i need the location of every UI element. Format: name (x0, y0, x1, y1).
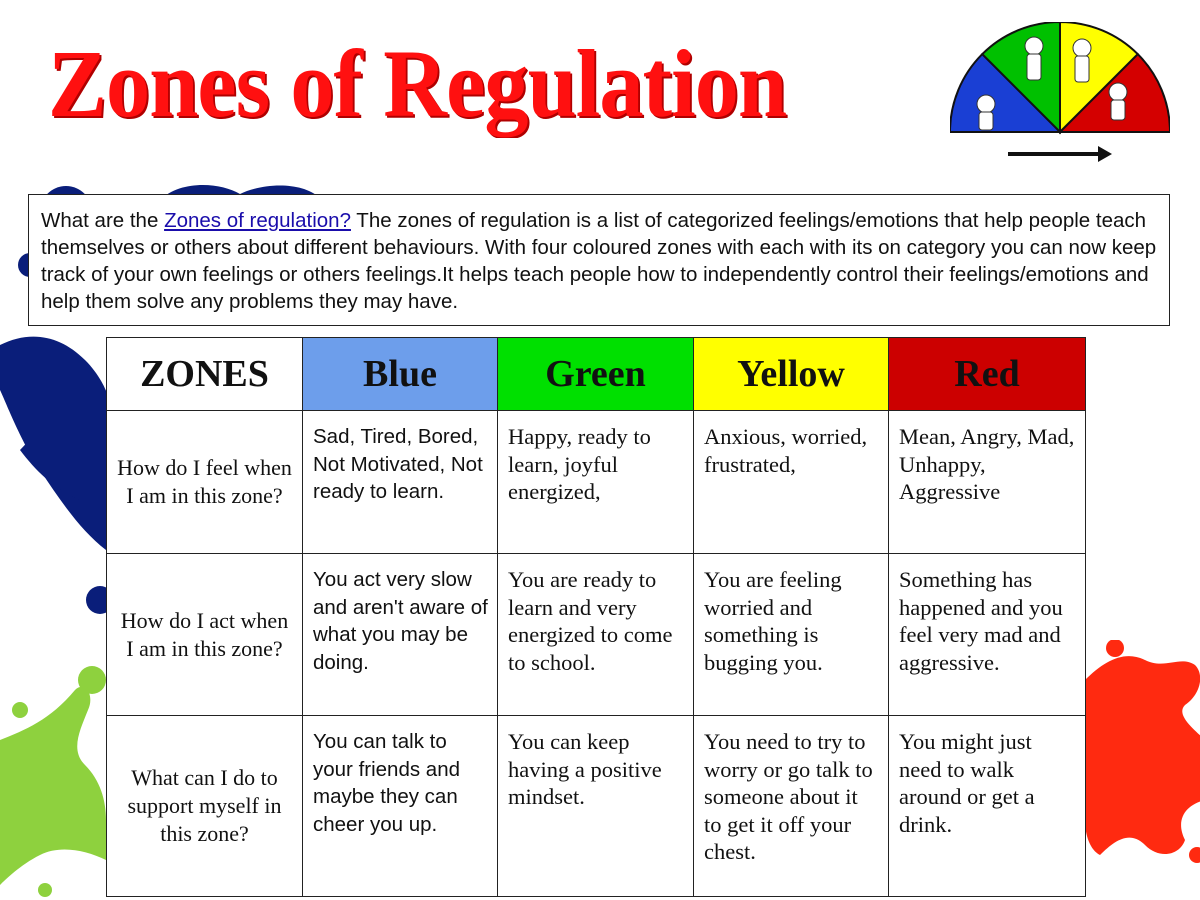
intro-text-box (28, 194, 1170, 326)
intro-text-body: The zones of regulation is a list of categorized feelings/emotions that help people teach themselves or others about different behaviours. With four coloured zones with each with its on category you can now keep track of your own feelings or others feelings.It helps teach people how to independently control their feelings/emotions and help them solve any problems they may have. (41, 209, 1157, 313)
red-cell: Mean, Angry, Mad, Unhappy, Aggressive (889, 411, 1086, 554)
green-paint-splash (0, 650, 110, 900)
table-row (107, 716, 1086, 897)
red-paint-splash (1085, 640, 1200, 870)
blue-cell: You act very slow and aren't aware of what you may be doing. (303, 554, 498, 716)
header-red: Red (889, 338, 1086, 411)
yellow-cell: You are feeling worried and something is bugging you. (694, 554, 889, 716)
zones-table (106, 337, 1086, 897)
table-row (107, 554, 1086, 716)
yellow-cell: Anxious, worried, frustrated, (694, 411, 889, 554)
zones-of-regulation-link[interactable]: Zones of regulation? (164, 209, 351, 232)
red-cell: Something has happened and you feel very mad and aggressive. (889, 554, 1086, 716)
header-zones: ZONES (107, 338, 303, 411)
red-cell: You might just need to walk around or get a drink. (889, 716, 1086, 897)
header-blue: Blue (303, 338, 498, 411)
header-green: Green (498, 338, 694, 411)
green-cell: You can keep having a positive mindset. (498, 716, 694, 897)
table-header-row (107, 338, 1086, 411)
green-cell: You are ready to learn and very energized to come to school. (498, 554, 694, 716)
yellow-cell: You need to try to worry or go talk to someone about it to get it off your chest. (694, 716, 889, 897)
header-yellow: Yellow (694, 338, 889, 411)
intro-text-start: What are the (41, 209, 165, 232)
blue-cell: You can talk to your friends and maybe they can cheer you up. (303, 716, 498, 897)
zones-dial-icon (950, 22, 1170, 167)
question-cell: How do I feel when I am in this zone? (107, 411, 303, 554)
blue-cell: Sad, Tired, Bored, Not Motivated, Not ready to learn. (303, 411, 498, 554)
table-row (107, 411, 1086, 554)
question-cell: What can I do to support myself in this zone? (107, 716, 303, 897)
green-cell: Happy, ready to learn, joyful energized, (498, 411, 694, 554)
page-title: Zones of Regulation (48, 30, 787, 137)
arrow-right-icon (1008, 146, 1112, 162)
question-cell: How do I act when I am in this zone? (107, 554, 303, 716)
